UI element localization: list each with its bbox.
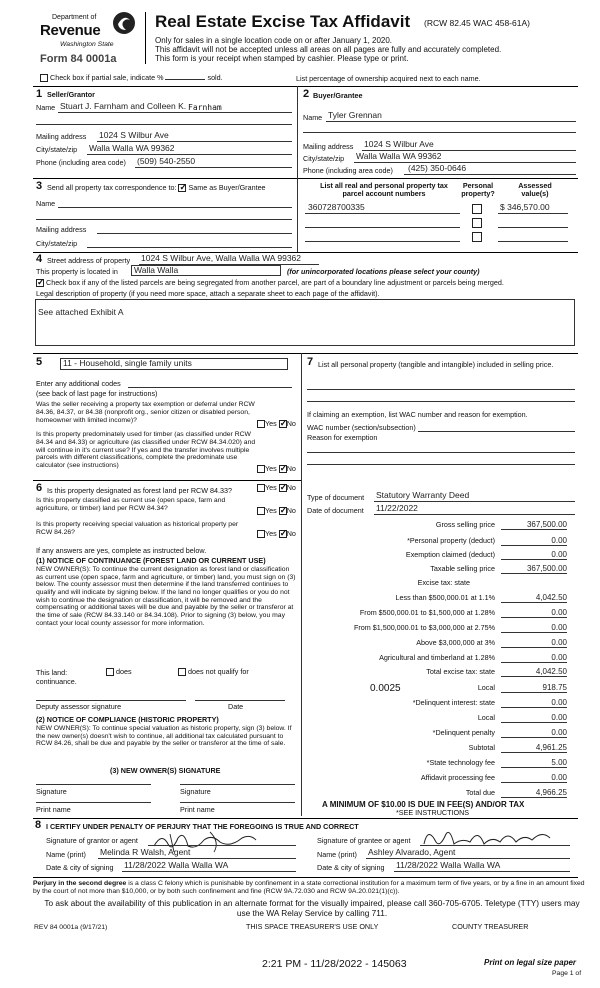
calc-row-local: Local 918.75 [477, 683, 567, 692]
section-3-row: Send all property tax correspondence to: ✓ Same as Buyer/Grantee [47, 184, 266, 192]
personal-property-checkbox-3[interactable] [472, 232, 482, 242]
segregated-checkbox[interactable] [36, 279, 44, 287]
assessor-date-label: Date [228, 702, 244, 711]
timber-no-checkbox[interactable] [279, 465, 287, 473]
calc-row-exemption: Exemption claimed (deduct) 0.00 [405, 550, 567, 559]
calc-row-tier-3: From $1,500,000.01 to $3,000,000 at 2.75% 0.00 [353, 623, 567, 632]
timber-yes-checkbox[interactable] [257, 465, 265, 473]
buyer-heading: Buyer/Grantee [313, 91, 363, 100]
calc-row-delinquent-penalty: *Delinquent penalty 0.00 [432, 728, 567, 737]
revenue-wordmark: Revenue [40, 22, 101, 39]
seller-city[interactable]: Walla Walla WA 99362 [89, 143, 175, 153]
timber-answer: Yes ✓ No [257, 465, 296, 473]
forest-no-checkbox[interactable] [279, 484, 287, 492]
doc-date[interactable]: 11/22/2022 [376, 503, 418, 513]
street-label: Street address of property [47, 256, 131, 265]
s3-name-label: Name [36, 199, 56, 208]
buyer-name[interactable]: Tyler Grennan [328, 110, 382, 120]
buyer-city[interactable]: Walla Walla WA 99362 [356, 151, 442, 161]
buyer-phone[interactable]: (425) 350-0646 [408, 163, 467, 173]
historic-question: Is this property receiving special valuation as historical property per RCW 84.26? [36, 521, 239, 536]
dept-label: Department of [52, 14, 97, 21]
section-3-number: 3 [36, 180, 43, 192]
calc-row-subtotal: Subtotal 4,961.25 [468, 743, 567, 752]
legal-paper-note: Print on legal size paper [484, 958, 577, 967]
forest-yes-checkbox[interactable] [257, 484, 265, 492]
section-6-number: 6 [36, 482, 43, 494]
section-8-number: 8 [35, 819, 42, 831]
page-indicator: Page 1 of [552, 970, 582, 977]
seller-name[interactable]: Stuart J. Farnham and Colleen K. [60, 101, 187, 111]
parcel-col-header: List all real and personal property tax parcel account numbers [320, 181, 448, 199]
calc-row-processing-fee: Affidavit processing fee 0.00 [420, 773, 567, 782]
timber-question: Is this property predominately used for timber (as classified under RCW 84.34 and 84.33) or agriculture (as classified under RCW 84.34.020) and will continue in it's current use? If yes and the transfer involves multiple parcels with different classifications, complete the predominate use calculator (see instructions) [36, 431, 256, 470]
partial-sale-label: Check box if partial sale, indicate % [50, 73, 164, 82]
grantor-name[interactable]: Melinda R Walsh, Agent [100, 847, 191, 857]
list-percentage-note: List percentage of ownership acquired next to each name. [296, 74, 481, 83]
calc-row-agricultural: Agricultural and timberland at 1.28% 0.00 [379, 653, 567, 662]
historic-answer: Yes ✓ No [257, 530, 296, 538]
property-street[interactable]: 1024 S Wilbur Ave, Walla Walla WA 99362 [141, 253, 302, 263]
calc-row-personal: *Personal property (deduct) 0.00 [407, 536, 567, 545]
perjury-note: Perjury in the second degree is a class C felony which is punishable by confinement in a state correctional institution for a maximum term of five years, or by a fine in an amount fixed by the court of not more than $10,000, or by both such confinement and fine (RCW 9A.72.030 and RCW 9A.20.021(1)(c)). [33, 880, 585, 896]
header-note-3: This form is your receipt when stamped by cashier. Please type or print. [155, 54, 409, 63]
grantee-date-city[interactable]: 11/28/2022 Walla Walla WA [396, 860, 501, 870]
unincorporated-note: (for unincorporated locations please select your county) [287, 267, 480, 276]
grantee-date-label: Date & city of signing [317, 863, 385, 872]
assessor-signature-label: Deputy assessor signature [36, 702, 122, 711]
recording-stamp: 2:21 PM - 11/28/2022 - 145063 [262, 958, 407, 970]
state-label: Washington State [60, 41, 114, 48]
header-note-1: Only for sales in a single location code on or after January 1, 2020. [155, 36, 393, 45]
current-use-yes-checkbox[interactable] [257, 507, 265, 515]
this-land-label: This land: [36, 668, 68, 677]
treasurer-use-label: THIS SPACE TREASURER'S USE ONLY [246, 922, 379, 931]
buyer-name-label: Name [303, 113, 323, 122]
alt-format-note: To ask about the availability of this publication in an alternate format for the visually impaired, please call 360-705-6705. Teletype (TTY) users may use the WA Relay Service by calling 711. [44, 898, 580, 918]
form-title: Real Estate Excise Tax Affidavit [155, 12, 411, 31]
continuance-label: continuance. [36, 677, 77, 686]
section-7-number: 7 [307, 356, 314, 368]
notice-2-title: (2) NOTICE OF COMPLIANCE (HISTORIC PROPERTY) [36, 715, 219, 724]
section-5-number: 5 [36, 356, 43, 368]
grantee-signature-label: Signature of grantee or agent [317, 836, 411, 845]
notice-1-title: (1) NOTICE OF CONTINUANCE (FOREST LAND OR CURRENT USE) [36, 556, 266, 565]
legal-label: Legal description of property (if you need more space, attach a separate sheet to each page of the affidavit). [36, 289, 380, 298]
historic-yes-checkbox[interactable] [257, 530, 265, 538]
owner-print-label-2: Print name [180, 805, 215, 814]
partial-sale-row: Check box if partial sale, indicate % sold. [40, 74, 223, 82]
grantee-name[interactable]: Ashley Alvarado, Agent [368, 847, 456, 857]
county-treasurer-label: COUNTY TREASURER [452, 922, 529, 931]
forest-answer: Yes ✓ No [257, 484, 296, 492]
does-not-option: does not qualify for [178, 668, 249, 676]
current-use-answer: Yes ✓ No [257, 507, 296, 515]
notice-1-body: NEW OWNER(S): To continue the current designation as forest land or classification as current use (open space, farm and agriculture, or timber) land, you must sign on (3) below. The county assessor must then determine if the land transferred continues to qualify and will indicate by signing below. If the land no longer qualifies or you do not wish to continue the designation or classification, it will be removed and the compensating or additional taxes will be due and payable by the seller or transferor at the time of sale (RCW 84.33.140 or 84.34.108). Prior to signing (3) below, you may contact your local county assessor for more information. [36, 566, 296, 627]
grantee-name-label: Name (print) [317, 850, 357, 859]
owner-signature-label-1: Signature [36, 787, 67, 796]
section-2-number: 2 [303, 88, 310, 100]
addl-codes-note: (see back of last page for instructions) [36, 389, 158, 398]
grantor-date-label: Date & city of signing [46, 863, 114, 872]
buyer-phone-label: Phone (including area code) [303, 166, 393, 175]
personal-property-checkbox-1[interactable] [472, 204, 482, 214]
calc-row-excise-state-heading: Excise tax: state [417, 578, 470, 587]
seller-phone-label: Phone (including area code) [36, 158, 126, 167]
buyer-city-label: City/state/zip [303, 154, 345, 163]
seller-mail[interactable]: 1024 S Wilbur Ave [99, 130, 169, 140]
calc-row-delinquent-interest-state: *Delinquent interest: state 0.00 [412, 698, 567, 707]
form-number: Form 84 0001a [40, 53, 117, 65]
current-use-question: Is this property classified as current use (open space, farm and agriculture, or timber) land per RCW 84.34? [36, 497, 226, 512]
exemption-question: Was the seller receiving a property tax exemption or deferral under RCW 84.36, 84.37, or 84.38 (nonprofit org., senior citizen or disabled person, homeowner with limited income)? [36, 401, 255, 424]
section-1-number: 1 [36, 88, 43, 100]
seller-name-extra: Farnham [188, 103, 222, 112]
personal-property-label: List all personal property (tangible and intangible) included in selling price. [318, 360, 554, 369]
addl-codes-label: Enter any additional codes [36, 379, 121, 388]
exemption-answer: Yes ✓ No [257, 420, 296, 428]
see-instructions: *SEE INSTRUCTIONS [396, 808, 470, 817]
notice-3-title: (3) NEW OWNER(S) SIGNATURE [110, 766, 221, 775]
grantor-name-label: Name (print) [46, 850, 86, 859]
seller-phone[interactable]: (509) 540-2550 [137, 156, 196, 166]
same-as-buyer-checkbox[interactable] [178, 184, 186, 192]
parcel-number[interactable]: 360728700335 [308, 202, 365, 212]
assessed-value[interactable]: $ 346,570.00 [500, 202, 550, 212]
buyer-mail[interactable]: 1024 S Wilbur Ave [364, 139, 434, 149]
certify-statement: I CERTIFY UNDER PENALTY OF PERJURY THAT THE FOREGOING IS TRUE AND CORRECT [46, 822, 359, 831]
rcw-label: (RCW 82.45 WAC 458-61A) [424, 18, 530, 28]
grantor-signature-label: Signature of grantor or agent [46, 836, 138, 845]
exemption-yes-checkbox[interactable] [257, 420, 265, 428]
wac-label: WAC number (section/subsection) [307, 423, 416, 432]
partial-sale-checkbox[interactable] [40, 74, 48, 82]
calc-row-gross: Gross selling price 367,500.00 [435, 520, 567, 529]
buyer-mail-label: Mailing address [303, 142, 354, 151]
historic-no-checkbox[interactable] [279, 530, 287, 538]
segregated-row: ✓ Check box if any of the listed parcels are being segregated from another parcel, are part of a boundary line adjustment or parcels being merged. [36, 279, 504, 287]
calc-row-tech-fee: *State technology fee 5.00 [426, 758, 567, 767]
doc-type-label: Type of document [307, 493, 365, 502]
seller-city-label: City/state/zip [36, 145, 78, 154]
exemption-no-checkbox[interactable] [279, 420, 287, 428]
seller-mail-label: Mailing address [36, 132, 87, 141]
calc-row-tier-2: From $500,000.01 to $1,500,000 at 1.28% 0.00 [359, 608, 567, 617]
owner-signature-label-2: Signature [180, 787, 211, 796]
calc-row-total-state: Total excise tax: state 4,042.50 [426, 667, 567, 676]
assessed-col-header: Assessed value(s) [518, 181, 552, 199]
owner-print-label-1: Print name [36, 805, 71, 814]
header-note-2: This affidavit will not be accepted unless all areas on all pages are fully and accurately completed. [155, 45, 502, 54]
personal-col-header: Personal property? [461, 181, 495, 199]
doc-type[interactable]: Statutory Warranty Deed [376, 490, 470, 500]
seller-heading: Seller/Grantor [47, 90, 95, 99]
located-label: This property is located in [36, 267, 118, 276]
doc-date-label: Date of document [307, 506, 364, 515]
calc-row-total-due: Total due 4,966.25 [465, 788, 567, 797]
calc-row-taxable: Taxable selling price 367,500.00 [430, 564, 567, 573]
legal-description: See attached Exhibit A [38, 307, 124, 317]
minimum-note: A MINIMUM OF $10.00 IS DUE IN FEE(S) AND/OR TAX [322, 800, 525, 809]
grantor-date-city[interactable]: 11/28/2022 Walla Walla WA [124, 860, 229, 870]
forest-question: Is this property designated as forest land per RCW 84.33? [47, 486, 232, 495]
does-checkbox[interactable] [106, 668, 114, 676]
seller-name-label: Name [36, 103, 56, 112]
section-4-number: 4 [36, 253, 43, 265]
if-any-note: If any answers are yes, complete as instructed below. [36, 546, 207, 555]
s3-mail-label: Mailing address [36, 225, 87, 234]
located-select[interactable] [131, 265, 281, 276]
does-not-checkbox[interactable] [178, 668, 186, 676]
legal-description-box[interactable] [35, 299, 575, 346]
local-rate: 0.0025 [370, 683, 401, 694]
revenue-logo [38, 10, 134, 58]
personal-property-checkbox-2[interactable] [472, 218, 482, 228]
current-use-no-checkbox[interactable] [279, 507, 287, 515]
s3-city-label: City/state/zip [36, 239, 78, 248]
wa-logo-icon [112, 10, 136, 36]
reason-label: Reason for exemption [307, 433, 378, 442]
calc-row-tier-1: Less than $500,000.01 at 1.1% 4,042.50 [395, 593, 567, 602]
calc-row-tier-4: Above $3,000,000 at 3% 0.00 [416, 638, 567, 647]
does-option: does [106, 668, 132, 676]
calc-row-delinquent-interest-local: Local 0.00 [477, 713, 567, 722]
revision-label: REV 84 0001a (9/17/21) [34, 924, 108, 931]
exempt-note: If claiming an exemption, list WAC number and reason for exemption. [307, 410, 528, 419]
located-value: Walla Walla [134, 265, 179, 275]
notice-2-body: NEW OWNER(S): To continue special valuation as historic property, sign (3) below. If the new owner(s) doesn't wish to continue, all additional tax calculated pursuant to RCW 84.26, shall be due and payable by the seller or transferor at the time of sale. [36, 725, 292, 748]
land-use-value: 11 - Household, single family units [63, 358, 192, 368]
land-use-select[interactable] [60, 358, 288, 370]
